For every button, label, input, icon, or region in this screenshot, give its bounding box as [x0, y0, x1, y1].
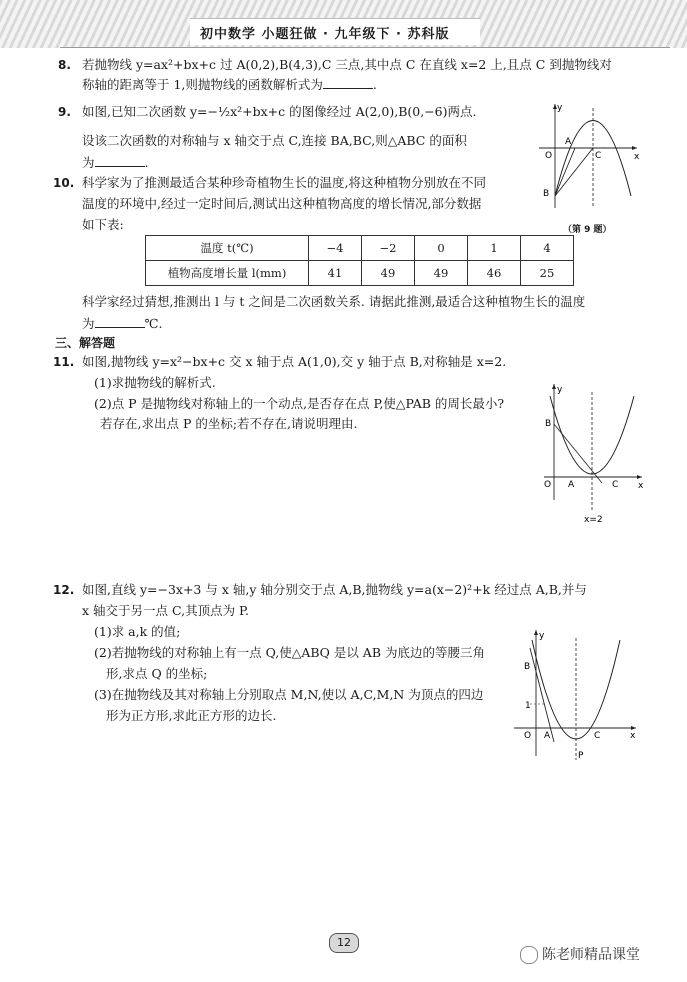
table-cell: 41	[309, 261, 362, 286]
table-cell: 46	[468, 261, 521, 286]
q11-fig-C: C	[612, 480, 619, 490]
chat-bubble-icon	[520, 946, 538, 964]
q12-fig-A: A	[544, 731, 551, 741]
table-cell: −2	[362, 236, 415, 261]
q12-fig-O: O	[524, 731, 532, 741]
q10-line5	[82, 315, 162, 332]
q11-number: 11.	[53, 355, 75, 369]
section3-title: 三、解答题	[55, 336, 116, 350]
header-title: 初中数学 小题狂做 · 九年级下 · 苏科版	[200, 27, 450, 42]
q12-part2b: 形,求点 Q 的坐标;	[106, 666, 208, 681]
q11-fig-B: B	[545, 419, 552, 429]
q9-fig-y: y	[557, 103, 563, 113]
q8-answer-blank[interactable]	[323, 76, 373, 89]
table-cell: 4	[521, 236, 574, 261]
q12-part3b: 形为正方形,求此正方形的边长.	[106, 708, 277, 723]
q11-part2a: (2)点 P 是抛物线对称轴上的一个动点,是否存在点 P,使△PAB 的周长最小?	[94, 396, 505, 411]
q12-figure	[510, 628, 640, 763]
q10-line5-end: ℃.	[144, 316, 163, 331]
q9-fig-x: x	[634, 152, 640, 162]
q11-figure	[540, 382, 645, 527]
table-row	[146, 236, 574, 261]
q9-number: 9.	[58, 105, 71, 119]
q12-fig-y: y	[539, 631, 545, 641]
q11-fig-y: y	[557, 385, 563, 395]
q9-answer-blank[interactable]	[95, 154, 145, 167]
q12-part3a: (3)在抛物线及其对称轴上分别取点 M,N,使以 A,C,M,N 为顶点的四边	[94, 687, 484, 702]
q10-line1: 科学家为了推测最适合某种珍奇植物生长的温度,将这种植物分别放在不同	[82, 175, 486, 190]
q8-number: 8.	[58, 58, 71, 72]
q9-line2: 设该二次函数的对称轴与 x 轴交于点 C,连接 BA,BC,则△ABC 的面积	[82, 133, 467, 148]
q12-fig-C: C	[594, 731, 601, 741]
q11-part1: (1)求抛物线的解析式.	[94, 375, 216, 390]
table-cell: 49	[362, 261, 415, 286]
q9-line3	[82, 154, 149, 171]
q12-part1: (1)求 a,k 的值;	[94, 624, 181, 639]
q10-line4: 科学家经过猜想,推测出 l 与 t 之间是二次函数关系. 请据此推测,最适合这种植物生长的温度	[82, 294, 586, 309]
q9-fig-A: A	[565, 137, 572, 147]
q10-number: 10.	[53, 176, 75, 190]
q10-line2: 温度的环境中,经过一定时间后,测试出这种植物高度的增长情况,部分数据	[82, 196, 482, 211]
q12-number: 12.	[53, 583, 75, 597]
q12-line2: x 轴交于另一点 C,其顶点为 P.	[82, 603, 249, 618]
q9-fig-O: O	[545, 151, 553, 161]
q12-fig-x: x	[630, 731, 636, 741]
q10-line5-pre: 为	[82, 316, 95, 331]
q9-fig-caption: （第 9 题）	[563, 225, 612, 235]
q12-part2a: (2)若抛物线的对称轴上有一点 Q,使△ABQ 是以 AB 为底边的等腰三角	[94, 645, 485, 660]
q8-line2	[82, 76, 377, 93]
q10-table	[145, 235, 574, 286]
q9-figure	[537, 100, 642, 210]
q11-fig-x: x	[638, 481, 644, 491]
watermark	[520, 944, 640, 964]
watermark-text: 陈老师精品课堂	[542, 947, 640, 963]
table-cell-label: 植物高度增长量 l(mm)	[146, 261, 309, 286]
table-cell: 49	[415, 261, 468, 286]
q11-line1: 如图,抛物线 y=x²−bx+c 交 x 轴于点 A(1,0),交 y 轴于点 B,对称轴是 x=2.	[82, 354, 507, 369]
q12-fig-one: 1	[525, 701, 531, 711]
q12-fig-P: P	[578, 751, 584, 761]
table-cell: 0	[415, 236, 468, 261]
q11-fig-axis: x=2	[584, 515, 603, 525]
q10-line3: 如下表:	[82, 217, 124, 232]
table-cell: −4	[309, 236, 362, 261]
q12-line1: 如图,直线 y=−3x+3 与 x 轴,y 轴分别交于点 A,B,抛物线 y=a(x−2)²+k 经过点 A,B,并与	[82, 582, 587, 597]
q11-fig-A: A	[568, 480, 575, 490]
page-number: 12	[329, 933, 359, 953]
q9-line3-end: .	[144, 155, 149, 170]
q8-line2-text: 称轴的距离等于 1,则抛物线的函数解析式为	[82, 77, 323, 92]
table-cell: 1	[468, 236, 521, 261]
table-row	[146, 261, 574, 286]
q9-line1: 如图,已知二次函数 y=−½x²+bx+c 的图像经过 A(2,0),B(0,−6)两点.	[82, 104, 477, 119]
q11-fig-O: O	[544, 480, 552, 490]
table-cell-label: 温度 t(℃)	[146, 236, 309, 261]
q8-line1: 若抛物线 y=ax²+bx+c 过 A(0,2),B(4,3),C 三点,其中点 C 在直线 x=2 上,且点 C 到抛物线对	[82, 57, 612, 72]
q10-answer-blank[interactable]	[95, 315, 145, 328]
q9-fig-C: C	[595, 151, 602, 161]
q12-fig-B: B	[524, 662, 531, 672]
q8-end: .	[372, 77, 377, 92]
q9-fig-B: B	[543, 189, 550, 199]
q9-line3-pre: 为	[82, 155, 95, 170]
header-rule	[60, 47, 670, 48]
q11-part2b: 若存在,求出点 P 的坐标;若不存在,请说明理由.	[100, 416, 358, 431]
table-cell: 25	[521, 261, 574, 286]
